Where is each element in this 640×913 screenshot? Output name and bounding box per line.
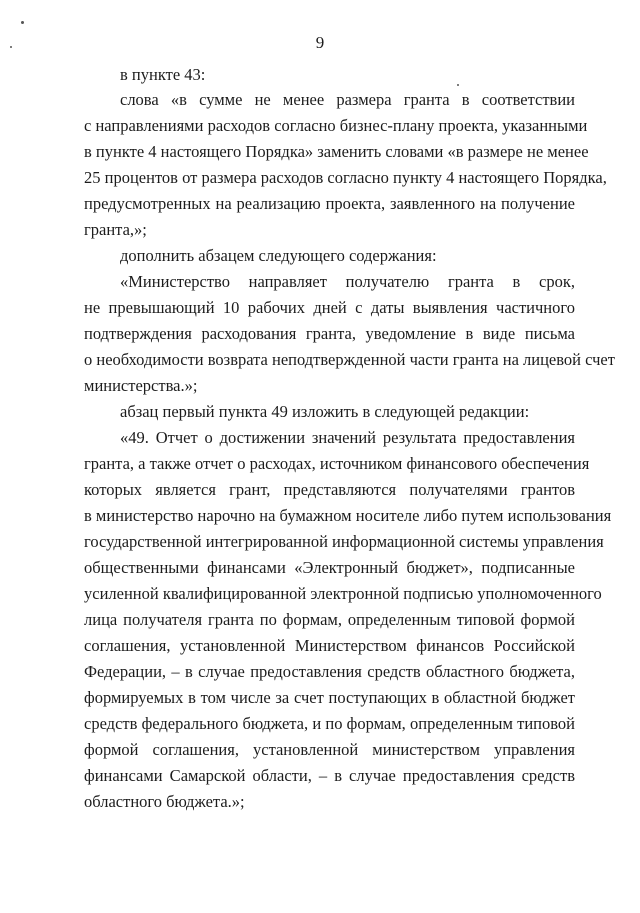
text-line: формой соглашения, установленной министерством управления [84, 740, 575, 759]
text-line: 25 процентов от размера расходов согласно пункту 4 настоящего Порядка, [84, 168, 607, 187]
text-line: которых является грант, представляются получателями грантов [84, 480, 575, 499]
scan-speck [457, 84, 459, 86]
text-line: Федерации, – в случае предоставления средств областного бюджета, [84, 662, 575, 681]
text-line: «49. Отчет о достижении значений результата предоставления [120, 428, 575, 447]
text-line: о необходимости возврата неподтвержденной части гранта на лицевой счет [84, 350, 615, 369]
scan-speck [21, 21, 24, 24]
text-line: финансами Самарской области, – в случае предоставления средств [84, 766, 575, 785]
text-line: формируемых в том числе за счет поступающих в областной бюджет [84, 688, 575, 707]
text-line: «Министерство направляет получателю гранта в срок, [120, 272, 575, 291]
text-line: слова «в сумме не менее размера гранта в соответствии [120, 90, 575, 109]
text-line: общественными финансами «Электронный бюджет», подписанные [84, 558, 575, 577]
text-line: не превышающий 10 рабочих дней с даты выявления частичного [84, 298, 575, 317]
text-line: в пункте 4 настоящего Порядка» заменить словами «в размере не менее [84, 142, 589, 161]
text-line: абзац первый пункта 49 изложить в следующей редакции: [120, 402, 530, 421]
text-line: соглашения, установленной Министерством финансов Российской [84, 636, 575, 655]
text-line: лица получателя гранта по формам, определенным типовой формой [84, 610, 575, 629]
text-line: гранта,»; [84, 220, 147, 239]
text-line: в пункте 43: [120, 65, 206, 84]
text-line: усиленной квалифицированной электронной подписью уполномоченного [84, 584, 602, 603]
text-line: предусмотренных на реализацию проекта, заявленного на получение [84, 194, 575, 213]
text-line: дополнить абзацем следующего содержания: [120, 246, 437, 265]
text-line: министерства.»; [84, 376, 198, 395]
text-line: средств федерального бюджета, и по формам, определенным типовой [84, 714, 575, 733]
text-line: подтверждения расходования гранта, уведомление в виде письма [84, 324, 575, 343]
text-line: областного бюджета.»; [84, 792, 245, 811]
text-line: государственной интегрированной информационной системы управления [84, 532, 604, 551]
text-line: гранта, а также отчет о расходах, источником финансового обеспечения [84, 454, 590, 473]
text-line: с направлениями расходов согласно бизнес-плану проекта, указанными [84, 116, 588, 135]
page-number: 9 [315, 33, 325, 52]
text-line: в министерство нарочно на бумажном носителе либо путем использования [84, 506, 612, 525]
